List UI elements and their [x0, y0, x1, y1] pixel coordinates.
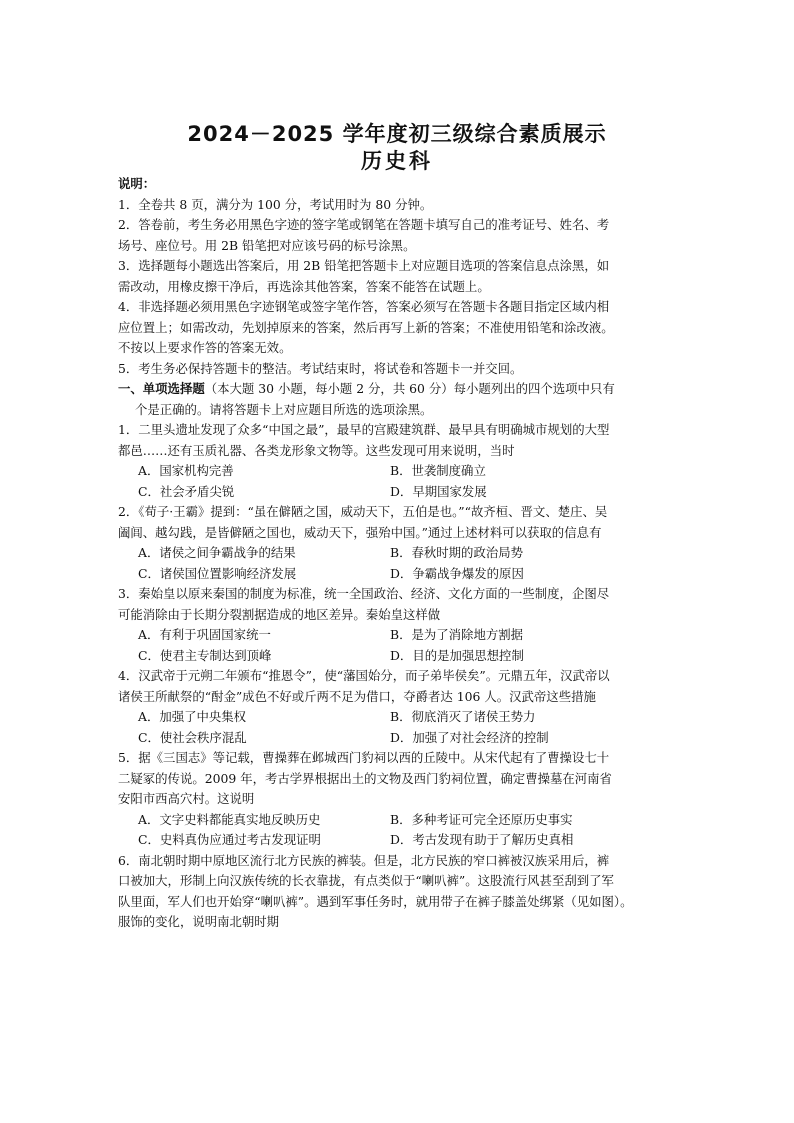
option-c: C．社会矛盾尖锐 [138, 483, 235, 499]
instruction-line: 不按以上要求作答的答案无效。 [118, 340, 292, 355]
section-header [118, 379, 678, 400]
option-row [118, 707, 678, 728]
option-d: D．争霸战争爆发的原因 [390, 565, 524, 581]
option-a: A．国家机构完善 [138, 463, 234, 478]
instruction-line: 4．非选择题必须用黑色字迹钢笔或签字笔作答，答案必须写在答题卡各题目指定区域内相 [118, 299, 610, 314]
question-stem: 1．二里头遗址发现了众多“中国之最”，最早的宫殿建筑群、最早具有明确城市规划的大型 [118, 422, 610, 437]
question-stem: 二疑冢的传说。2009 年，考古学界根据出土的文物及西门豹祠位置，确定曹操墓在河南省 [118, 770, 612, 786]
question-stem: 5．据《三国志》等记载，曹操葬在邺城西门豹祠以西的丘陵中。从宋代起有了曹操设七十 [118, 750, 610, 765]
option-row [118, 461, 678, 482]
question-stem: 诸侯王所献祭的“酎金”成色不好或斤两不足为借口，夺爵者达 106 人。汉武帝这些措施 [118, 688, 596, 704]
option-row [118, 564, 678, 585]
option-d: D．加强了对社会经济的控制 [390, 729, 549, 745]
option-b: B．多种考证可完全还原历史事实 [390, 811, 573, 827]
option-row [118, 543, 678, 564]
question-1 [118, 420, 678, 502]
option-c: C．使社会秩序混乱 [138, 729, 247, 745]
option-d: D．目的是加强思想控制 [390, 647, 524, 663]
exam-title: 2024－2025 学年度初三级综合素质展示 [187, 122, 607, 146]
instructions-heading: 说明： [118, 176, 156, 191]
question-stem: 服饰的变化，说明南北朝时期 [118, 914, 280, 929]
question-6 [118, 851, 678, 933]
option-row [118, 625, 678, 646]
option-c: C．诸侯国位置影响经济发展 [138, 565, 297, 581]
question-stem: 6．南北朝时期中原地区流行北方民族的裤装。但是，北方民族的窄口裤被汉族采用后，裤 [118, 852, 610, 868]
instruction-line: 1．全卷共 8 页，满分为 100 分，考试用时为 80 分钟。 [118, 196, 433, 212]
instruction-line: 3．选择题每小题选出答案后，用 2B 铅笔把答题卡上对应题目选项的答案信息点涂黑，如 [118, 258, 610, 273]
question-stem: 3．秦始皇以原来秦国的制度为标准，统一全国政治、经济、文化方面的一些制度，企图尽 [118, 586, 610, 601]
question-stem: 阖闾、越勾践，是皆僻陋之国也，威动天下，强殆中国。”通过上述材料可以获取的信息有 [118, 524, 602, 540]
section-description-cont: 个是正确的。请将答题卡上对应题目所选的选项涂黑。 [135, 401, 433, 417]
instruction-line: 应位置上；如需改动，先划掉原来的答案，然后再写上新的答案；不准使用铅笔和涂改液。 [118, 319, 614, 335]
option-a: A．文字史料都能真实地反映历史 [138, 811, 321, 827]
option-a: A．有利于巩固国家统一 [138, 627, 271, 642]
option-b: B．是为了消除地方割据 [390, 627, 524, 642]
option-d: D．早期国家发展 [390, 483, 487, 499]
option-b: B．彻底消灭了诸侯王势力 [390, 709, 536, 724]
exam-content [118, 174, 678, 933]
option-row [118, 482, 678, 503]
option-c: C．史料真伪应通过考古发现证明 [138, 832, 321, 847]
option-row [118, 830, 678, 851]
option-a: A．诸侯之间争霸战争的结果 [138, 545, 296, 560]
option-row [118, 646, 678, 667]
instruction-line: 2．答卷前，考生务必用黑色字迹的签字笔或钢笔在答题卡填写自己的准考证号、姓名、考 [118, 217, 610, 232]
question-stem: 可能消除由于长期分裂割据造成的地区差异。秦始皇这样做 [118, 606, 441, 622]
option-row [118, 728, 678, 749]
instruction-line: 需改动，用橡皮擦干净后，再选涂其他答案，答案不能答在试题上。 [118, 278, 490, 294]
question-5 [118, 748, 678, 851]
question-stem: 安阳市西高穴村。这说明 [118, 791, 255, 806]
subject-title: 历史科 [361, 149, 433, 173]
question-stem: 4．汉武帝于元朔二年颁布“推恩令”，使“藩国始分，而子弟毕侯矣”。元鼎五年，汉武帝以 [118, 668, 610, 683]
question-stem: 口被加大，形制上向汉族传统的长衣靠拢，有点类似于“喇叭裤”。这股流行风甚至刮到了军 [118, 873, 614, 888]
option-b: B．春秋时期的政治局势 [390, 545, 524, 560]
section-label: 一、单项选择题 [118, 381, 205, 396]
question-4 [118, 666, 678, 748]
question-stem: 都邑……还有玉质礼器、各类龙形象文物等。这些发现可用来说明，当时 [118, 442, 515, 458]
option-row [118, 810, 678, 831]
section-description: （本大题 30 小题，每小题 2 分，共 60 分）每小题列出的四个选项中只有 [204, 381, 615, 396]
instruction-line: 5．考生务必保持答题卡的整洁。考试结束时，将试卷和答题卡一并交回。 [118, 360, 523, 376]
option-c: C．使君主专制达到顶峰 [138, 647, 272, 663]
option-b: B．世袭制度确立 [390, 463, 486, 478]
question-stem: 2．《荀子·王霸》提到：“虽在僻陋之国，威动天下，五伯是也。”“故齐桓、晋文、楚庄、吴 [118, 504, 608, 519]
instructions-list [118, 195, 678, 380]
option-a: A．加强了中央集权 [138, 709, 247, 724]
question-stem: 队里面，军人们也开始穿“喇叭裤”。遇到军事任务时，就用带子在裤子膝盖处绑紧（见如图）。 [118, 893, 633, 909]
question-3 [118, 584, 678, 666]
instruction-line: 场号、座位号。用 2B 铅笔把对应该号码的标号涂黑。 [118, 237, 416, 253]
option-d: D．考古发现有助于了解历史真相 [390, 832, 574, 847]
question-2 [118, 502, 678, 584]
